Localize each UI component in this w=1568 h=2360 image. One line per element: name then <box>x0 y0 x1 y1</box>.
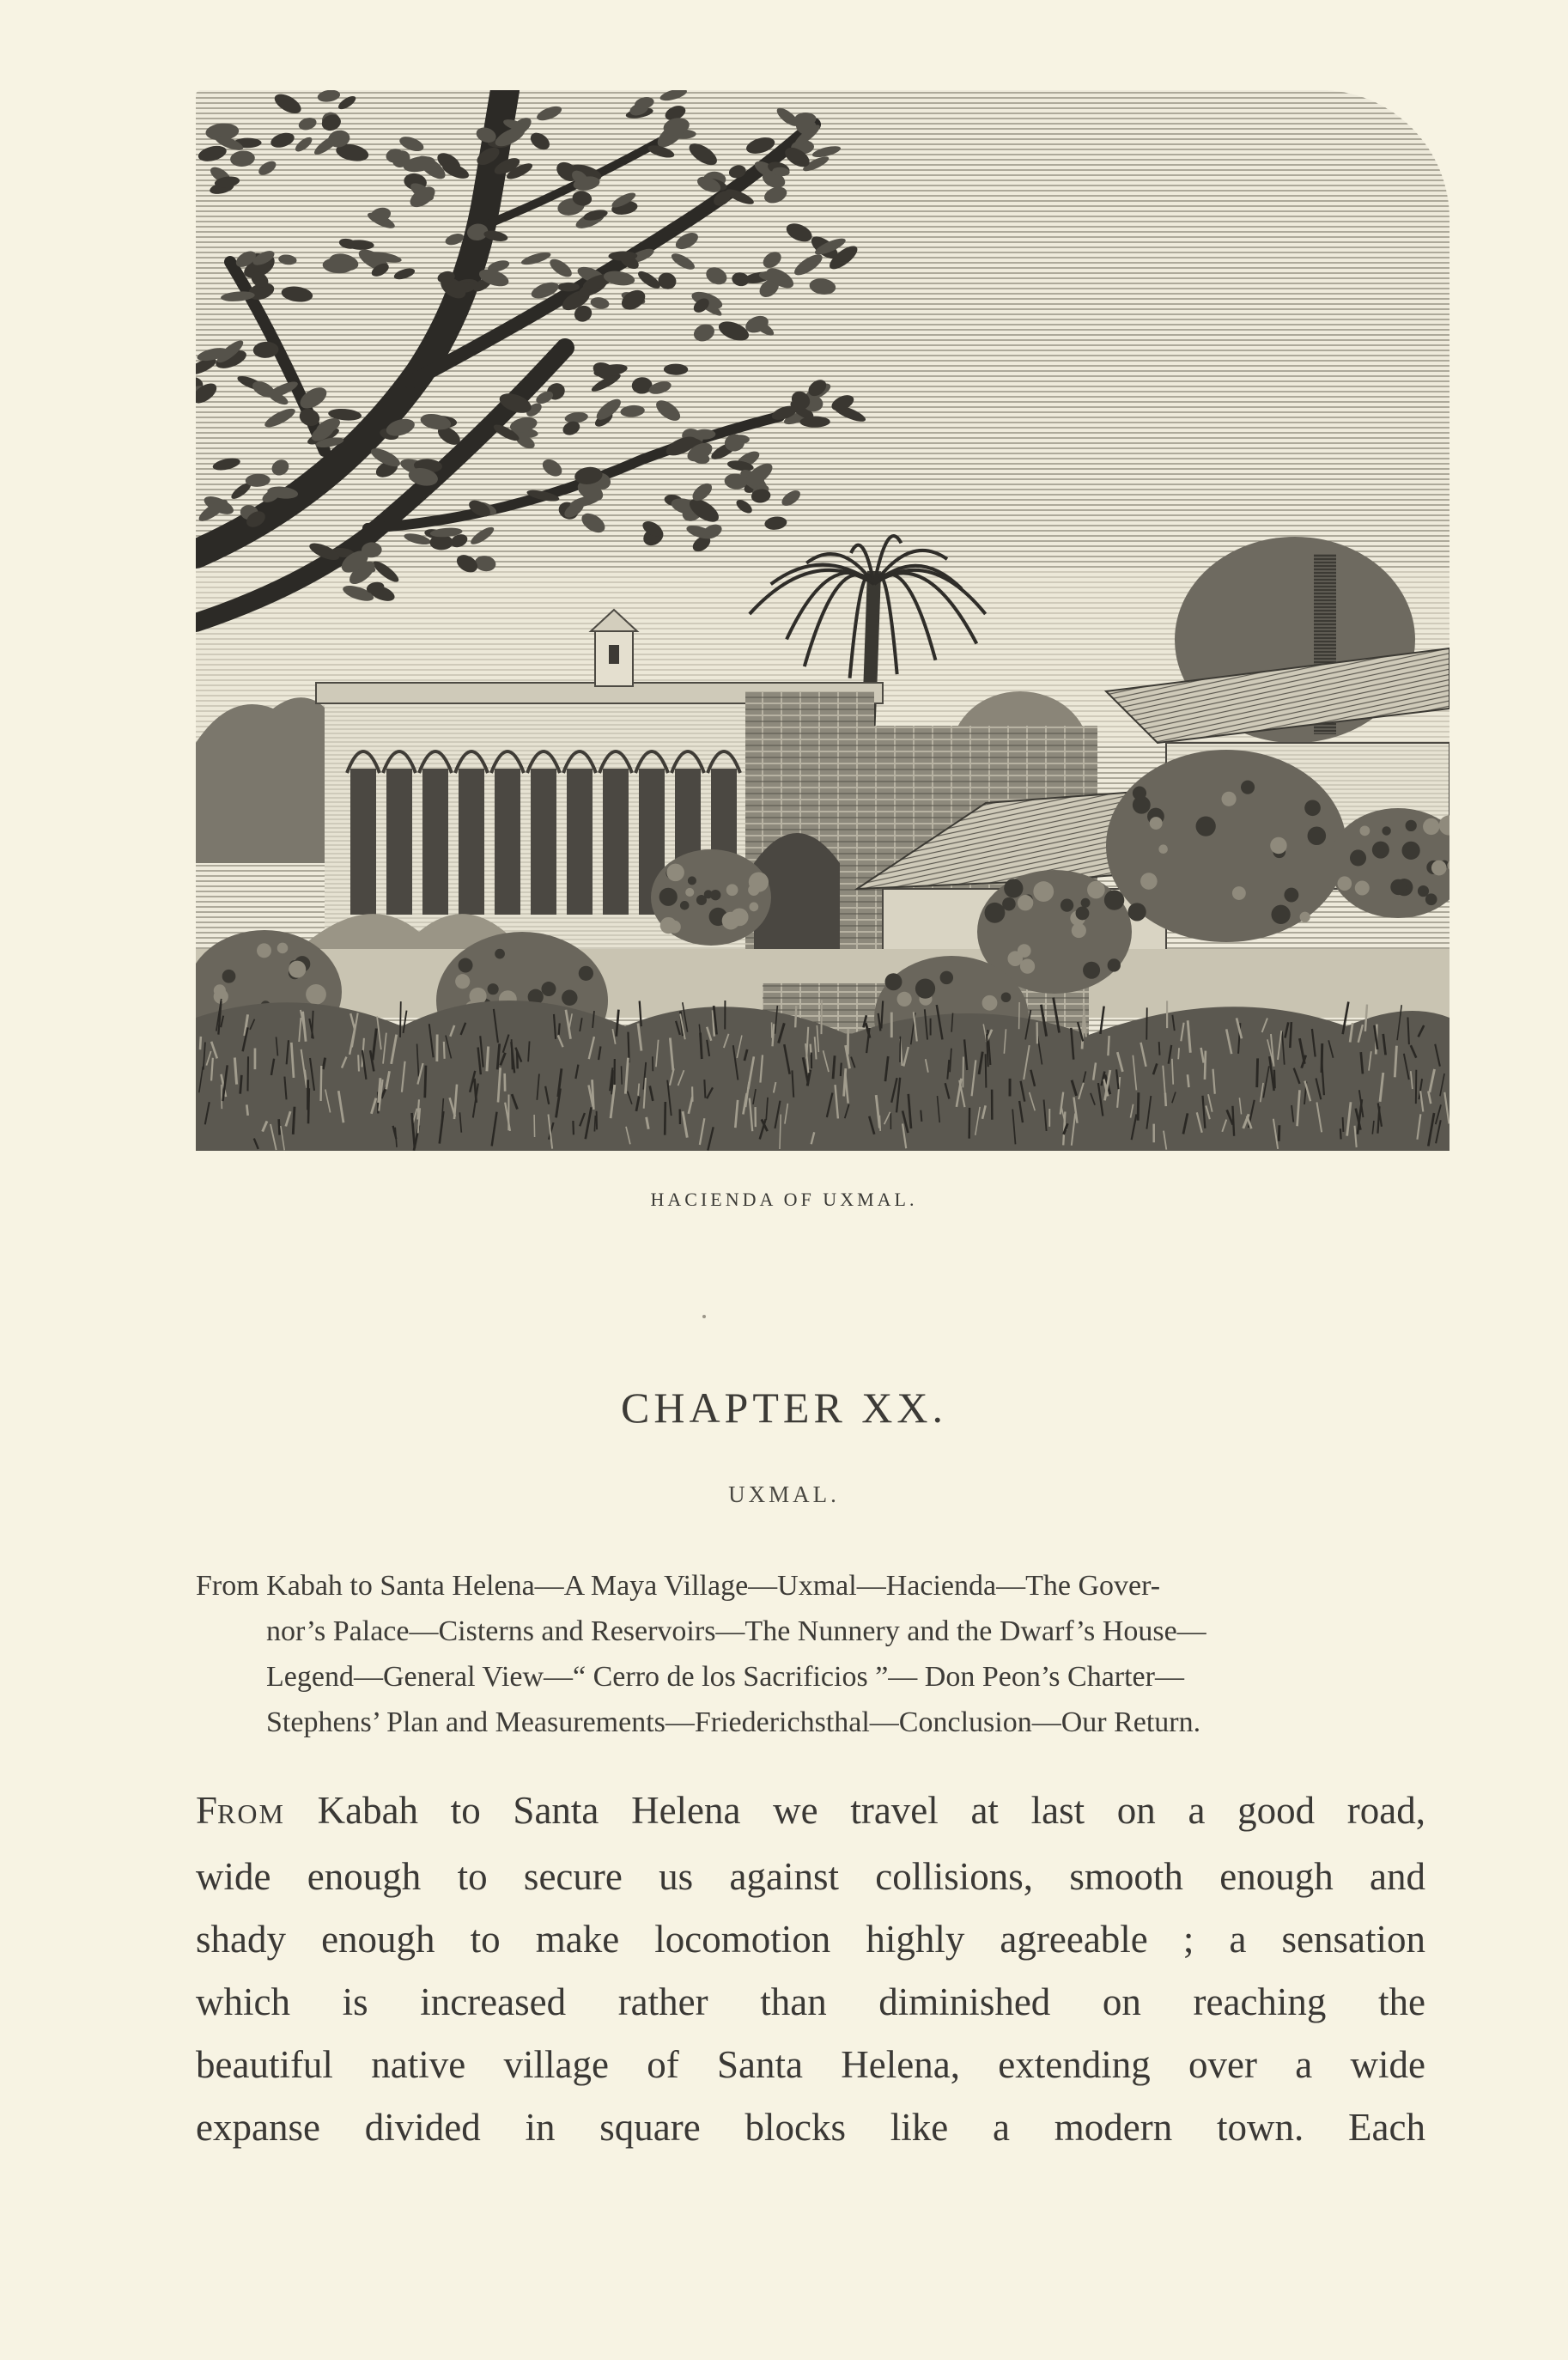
chapter-summary <box>196 1563 1424 1745</box>
body-line: beautiful native village of Santa Helena, extending over a wide <box>196 2043 1425 2086</box>
body-line: expanse divided in square blocks like a modern town. Each <box>196 2106 1425 2149</box>
body-line-rest: Kabah to Santa Helena we travel at last on a good road, <box>284 1789 1425 1832</box>
small-caps-rest: ROM <box>217 1798 285 1829</box>
ink-speck <box>702 1315 706 1318</box>
illustration-caption: HACIENDA OF UXMAL. <box>650 1189 918 1210</box>
summary-line: nor’s Palace—Cisterns and Reservoirs—The Nunnery and the Dwarf’s House— <box>266 1615 1206 1647</box>
body-line: which is increased rather than diminished on reaching the <box>196 1980 1425 2023</box>
summary-line: Stephens’ Plan and Measurements—Friederichsthal—Conclusion—Our Return. <box>266 1706 1201 1738</box>
body-line: shady enough to make locomotion highly agreeable ; a sensation <box>196 1918 1425 1961</box>
chapter-title: CHAPTER XX. <box>620 1384 948 1432</box>
body-line <box>196 1779 1425 1846</box>
chapter-subtitle: UXMAL. <box>728 1481 840 1507</box>
small-caps-initial: F <box>196 1789 218 1832</box>
summary-line: From Kabah to Santa Helena—A Maya Village—Uxmal—Hacienda—The Gover- <box>196 1570 1161 1602</box>
engraving-illustration <box>196 90 1449 1151</box>
summary-line: Legend—General View—“ Cerro de los Sacrificios ”— Don Peon’s Charter— <box>266 1661 1184 1693</box>
body-paragraph <box>196 1779 1425 2159</box>
body-line: wide enough to secure us against collisions, smooth enough and <box>196 1855 1425 1898</box>
